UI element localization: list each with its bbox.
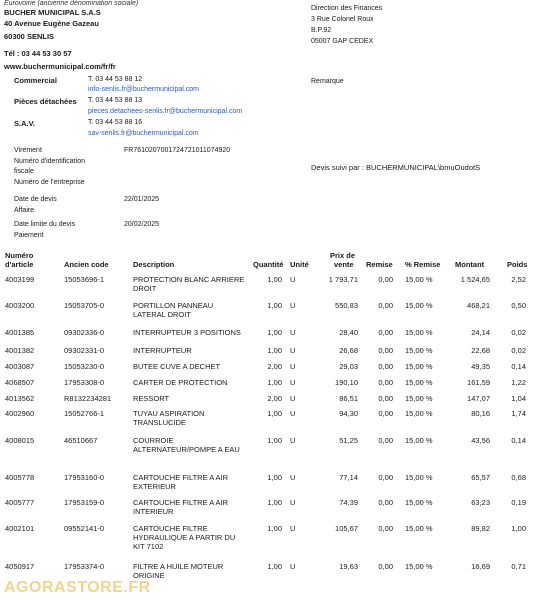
cell-poids: 2,52: [511, 275, 526, 284]
recipient-line2: 3 Rue Colonel Roux: [311, 16, 374, 23]
date-limit-value: 20/02/2025: [124, 221, 160, 228]
cell-numero: 4001385: [5, 328, 35, 337]
cell-ancien-code: 09302331-0: [64, 346, 105, 355]
cell-description: FILTRE A HUILE MOTEUR ORIGINE: [133, 562, 224, 580]
cell-poids: 1,22: [511, 378, 526, 387]
header-description: Description: [133, 260, 175, 269]
cell-ancien-code: 09552141-0: [64, 524, 105, 533]
cell-ancien-code: 15053705-0: [64, 301, 105, 310]
cell-description: CARTOUCHE FILTRE A AIR INTERIEUR: [133, 498, 229, 516]
cell-poids: 0,14: [511, 436, 526, 445]
enterprise-label: Numéro de l'entreprise: [14, 179, 85, 186]
table-row: [0, 409, 543, 427]
cell-pct-remise: 15,00 %: [405, 562, 433, 571]
cell-pct-remise: 15,00 %: [405, 301, 433, 310]
company-name: BUCHER MUNICIPAL S.A.S: [4, 8, 101, 17]
contact-phone-commercial: T. 03 44 53 88 12: [88, 76, 143, 83]
cell-unite: U: [290, 498, 296, 507]
cell-unite: U: [290, 409, 296, 418]
date-devis-value: 22/01/2025: [124, 196, 160, 203]
table-row: [0, 301, 543, 319]
cell-quantite: 1,00: [267, 378, 282, 387]
cell-remise: 0,00: [378, 436, 393, 445]
cell-unite: U: [290, 562, 296, 571]
cell-montant: 468,21: [467, 301, 490, 310]
cell-numero: 4003087: [5, 362, 35, 371]
cell-montant: 147,07: [467, 394, 490, 403]
company-website[interactable]: www.buchermunicipal.com/fr/fr: [4, 62, 116, 71]
cell-numero: 4013562: [5, 394, 35, 403]
company-former-name: Eurovoirie (ancienne dénomination sociale): [4, 0, 139, 7]
cell-quantite: 1,00: [267, 524, 282, 533]
header-prix-2: vente: [334, 260, 354, 269]
cell-prix: 105,67: [335, 524, 358, 533]
cell-pct-remise: 15,00 %: [405, 378, 433, 387]
cell-quantite: 1,00: [267, 346, 282, 355]
cell-quantite: 1,00: [267, 328, 282, 337]
cell-unite: U: [290, 362, 296, 371]
cell-unite: U: [290, 473, 296, 482]
header-montant: Montant: [455, 260, 485, 269]
cell-ancien-code: 46510667: [64, 436, 98, 445]
cell-numero: 4001382: [5, 346, 35, 355]
cell-ancien-code: 17953374-0: [64, 562, 105, 571]
cell-ancien-code: 17953308-0: [64, 378, 105, 387]
cell-remise: 0,00: [378, 394, 393, 403]
company-street: 40 Avenue Eugène Gazeau: [4, 19, 99, 28]
cell-montant: 43,56: [471, 436, 490, 445]
table-row: [0, 362, 543, 371]
cell-montant: 49,35: [471, 362, 490, 371]
cell-pct-remise: 15,00 %: [405, 473, 433, 482]
cell-pct-remise: 15,00 %: [405, 328, 433, 337]
cell-quantite: 1,00: [267, 275, 282, 284]
table-row: [0, 275, 543, 293]
header-prix-1: Prix de: [330, 251, 356, 260]
table-row: [0, 328, 543, 337]
contact-phone-pieces: T. 03 44 53 88 13: [88, 97, 143, 104]
cell-numero: 4003200: [5, 301, 35, 310]
cell-remise: 0,00: [378, 328, 393, 337]
cell-montant: 65,57: [471, 473, 490, 482]
cell-pct-remise: 15,00 %: [405, 524, 433, 533]
cell-unite: U: [290, 275, 296, 284]
table-row: [0, 346, 543, 355]
cell-montant: 16,69: [471, 562, 490, 571]
cell-ancien-code: 17953160-0: [64, 473, 105, 482]
header-pct-remise: % Remise: [405, 260, 441, 269]
cell-description: CARTOUCHE FILTRE HYDRAULIQUE A PARTIR DU KIT 7102: [133, 524, 236, 551]
table-row: [0, 436, 543, 463]
cell-poids: 1,00: [511, 524, 526, 533]
virement-value: FR7610207001724721011074920: [124, 147, 231, 154]
cell-poids: 0,50: [511, 301, 526, 310]
cell-prix: 86,51: [339, 394, 358, 403]
table-row: [0, 562, 543, 580]
cell-description: COURROIE ALTERNATEUR/POMPE A EAU: [133, 436, 240, 454]
cell-numero: 4002960: [5, 409, 35, 418]
company-tel: Tél : 03 44 53 30 57: [4, 49, 72, 58]
footer-watermark: AGORASTORE.FR: [4, 579, 151, 596]
cell-poids: 0,68: [511, 473, 526, 482]
cell-prix: 77,14: [339, 473, 358, 482]
cell-pct-remise: 15,00 %: [405, 394, 433, 403]
cell-poids: 0,02: [511, 328, 526, 337]
cell-prix: 29,03: [339, 362, 358, 371]
table-row: [0, 498, 543, 516]
cell-prix: 550,83: [335, 301, 358, 310]
cell-numero: 4002101: [5, 524, 35, 533]
header-remise: Remise: [366, 260, 393, 269]
cell-description: INTERRUPTEUR 3 POSITIONS: [133, 328, 241, 337]
cell-numero: 4050917: [5, 562, 35, 571]
contact-email-commercial[interactable]: info-senlis.fr@buchermunicipal.com: [88, 86, 199, 93]
cell-remise: 0,00: [378, 346, 393, 355]
cell-poids: 0,19: [511, 498, 526, 507]
header-ancien-code: Ancien code: [64, 260, 109, 269]
cell-montant: 24,14: [471, 328, 490, 337]
cell-numero: 4008015: [5, 436, 35, 445]
cell-numero: 4005777: [5, 498, 35, 507]
cell-description: CARTOUCHE FILTRE A AIR EXTERIEUR: [133, 473, 229, 491]
contact-dept-sav: S.A.V.: [14, 119, 35, 128]
cell-pct-remise: 15,00 %: [405, 346, 433, 355]
cell-unite: U: [290, 301, 296, 310]
cell-prix: 28,40: [339, 328, 358, 337]
cell-pct-remise: 15,00 %: [405, 275, 433, 284]
cell-remise: 0,00: [378, 524, 393, 533]
remark-label: Remarque: [311, 78, 344, 85]
cell-ancien-code: 09302336-0: [64, 328, 105, 337]
cell-quantite: 1,00: [267, 473, 282, 482]
cell-montant: 80,16: [471, 409, 490, 418]
cell-quantite: 1,00: [267, 409, 282, 418]
cell-numero: 4003199: [5, 275, 35, 284]
cell-montant: 161,59: [467, 378, 490, 387]
cell-pct-remise: 15,00 %: [405, 362, 433, 371]
cell-unite: U: [290, 328, 296, 337]
cell-montant: 89,82: [471, 524, 490, 533]
cell-unite: U: [290, 378, 296, 387]
cell-montant: 63,23: [471, 498, 490, 507]
cell-remise: 0,00: [378, 378, 393, 387]
cell-ancien-code: 15053230-0: [64, 362, 105, 371]
cell-remise: 0,00: [378, 362, 393, 371]
cell-ancien-code: 15053696-1: [64, 275, 105, 284]
cell-poids: 1,74: [511, 409, 526, 418]
cell-quantite: 1,00: [267, 498, 282, 507]
cell-quantite: 1,00: [267, 562, 282, 571]
cell-numero: 4005778: [5, 473, 35, 482]
cell-prix: 19,63: [339, 562, 358, 571]
cell-unite: U: [290, 524, 296, 533]
cell-unite: U: [290, 436, 296, 445]
cell-unite: U: [290, 346, 296, 355]
cell-unite: U: [290, 394, 296, 403]
cell-ancien-code: 17953159-0: [64, 498, 105, 507]
header-poids: Poids: [507, 260, 528, 269]
virement-label: Virement: [14, 147, 42, 154]
cell-poids: 0,02: [511, 346, 526, 355]
cell-prix: 51,25: [339, 436, 358, 445]
header-quantite: Quantité: [253, 260, 284, 269]
cell-quantite: 2,00: [267, 394, 282, 403]
recipient-line4: 05007 GAP CEDEX: [311, 38, 374, 45]
cell-ancien-code: 15052766-1: [64, 409, 105, 418]
cell-remise: 0,00: [378, 473, 393, 482]
recipient-line1: Direction des Finances: [311, 5, 383, 12]
cell-prix: 26,68: [339, 346, 358, 355]
recipient-line3: B.P.92: [311, 27, 332, 34]
affaire-label: Affaire: [14, 207, 35, 214]
cell-montant: 1 524,65: [460, 275, 490, 284]
cell-remise: 0,00: [378, 562, 393, 571]
cell-pct-remise: 15,00 %: [405, 498, 433, 507]
table-row: [0, 378, 543, 387]
siren-label-1: Numéro d'identification: [14, 158, 85, 165]
cell-remise: 0,00: [378, 275, 393, 284]
cell-prix: 190,10: [335, 378, 358, 387]
contact-dept-commercial: Commercial: [14, 76, 57, 85]
cell-quantite: 1,00: [267, 436, 282, 445]
date-devis-label: Date de devis: [14, 196, 57, 203]
header-numero-1: Numéro: [5, 251, 34, 260]
cell-poids: 0,14: [511, 362, 526, 371]
cell-description: INTERRUPTEUR: [133, 346, 192, 355]
cell-numero: 4068507: [5, 378, 35, 387]
cell-description: CARTER DE PROTECTION: [133, 378, 228, 387]
contact-dept-pieces: Pièces détachées: [14, 97, 77, 106]
cell-prix: 74,39: [339, 498, 358, 507]
cell-remise: 0,00: [378, 498, 393, 507]
cell-quantite: 2,00: [267, 362, 282, 371]
cell-description: PROTECTION BLANC ARRIERE DROIT: [133, 275, 245, 293]
devis-suivi: Devis suivi par : BUCHERMUNICIPAL\bmuOudotS: [311, 163, 481, 172]
cell-description: TUYAU ASPIRATION TRANSLUCIDE: [133, 409, 205, 427]
date-limit-label: Date limite du devis: [14, 221, 76, 228]
cell-poids: 1,04: [511, 394, 526, 403]
cell-description: PORTILLON PANNEAU LATERAL DROIT: [133, 301, 214, 319]
cell-description: RESSORT: [133, 394, 170, 403]
cell-description: BUTEE CUVE A DECHET: [133, 362, 221, 371]
siren-label-2: fiscale: [14, 168, 34, 175]
cell-remise: 0,00: [378, 301, 393, 310]
table-row: [0, 473, 543, 491]
cell-prix: 1 793,71: [328, 275, 358, 284]
cell-pct-remise: 15,00 %: [405, 436, 433, 445]
contact-email-pieces[interactable]: pieces.detachees-senlis.fr@buchermunicipal.com: [88, 108, 243, 115]
cell-ancien-code: R8132234281: [64, 394, 112, 403]
contact-phone-sav: T. 03 44 53 88 16: [88, 119, 143, 126]
header-unite: Unité: [290, 260, 309, 269]
cell-poids: 0,71: [511, 562, 526, 571]
company-city: 60300 SENLIS: [4, 32, 55, 41]
paiement-label: Paiement: [14, 232, 44, 239]
cell-pct-remise: 15,00 %: [405, 409, 433, 418]
cell-remise: 0,00: [378, 409, 393, 418]
cell-prix: 94,30: [339, 409, 358, 418]
cell-montant: 22,68: [471, 346, 490, 355]
cell-quantite: 1,00: [267, 301, 282, 310]
table-row: [0, 524, 543, 551]
contact-email-sav[interactable]: sav-senlis.fr@buchermunicipal.com: [88, 130, 199, 137]
header-numero-2: d'article: [5, 260, 34, 269]
table-row: [0, 394, 543, 403]
